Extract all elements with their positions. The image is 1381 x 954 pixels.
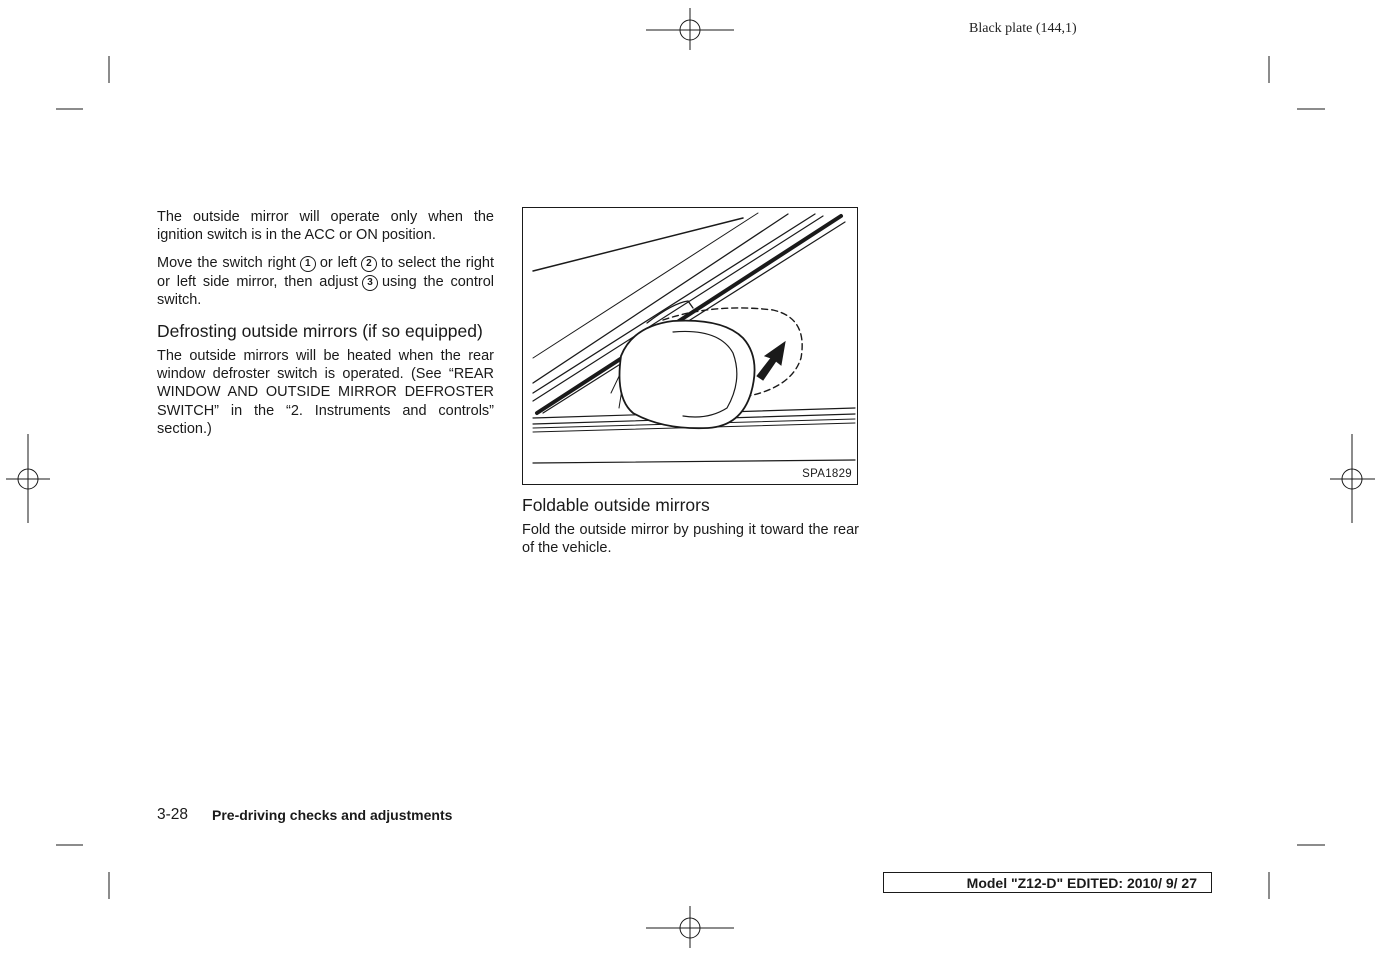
figure-code: SPA1829 — [802, 468, 852, 480]
circled-number-2: 2 — [361, 256, 377, 272]
paragraph-foldable: Fold the outside mirror by pushing it toward the rear of the vehicle. — [522, 522, 859, 557]
folding-mirror-drawing — [523, 208, 857, 484]
mirror-illustration — [522, 207, 858, 485]
circled-number-1: 1 — [300, 256, 316, 272]
paragraph-defrosting: The outside mirrors will be heated when the rear window defroster switch is operated. (See “REAR WINDOW AND OUTSIDE MIRROR DEFROSTER SWITCH” in the “2. Instruments and controls” section.) — [157, 348, 494, 437]
model-edited-box: Model "Z12-D" EDITED: 2010/ 9/ 27 — [883, 872, 1212, 893]
paragraph-ignition: The outside mirror will operate only when the ignition switch is in the ACC or ON position. — [157, 209, 494, 244]
black-plate-label: Black plate (144,1) — [969, 21, 1077, 36]
text-segment: to select the right or left side mirror, then adjust — [157, 255, 494, 290]
heading-defrosting: Defrosting outside mirrors (if so equipped) — [157, 321, 483, 342]
circled-number-3: 3 — [362, 275, 378, 291]
text-segment: Move the switch right — [157, 255, 296, 272]
text-segment: or left — [319, 255, 357, 272]
heading-foldable: Foldable outside mirrors — [522, 495, 710, 515]
left-column — [157, 208, 494, 438]
paragraph-switch — [157, 254, 494, 309]
section-title: Pre-driving checks and adjustments — [212, 807, 453, 823]
page-number: 3-28 — [157, 806, 189, 823]
text-segment: using the control switch. — [157, 273, 494, 308]
right-column — [522, 495, 859, 557]
